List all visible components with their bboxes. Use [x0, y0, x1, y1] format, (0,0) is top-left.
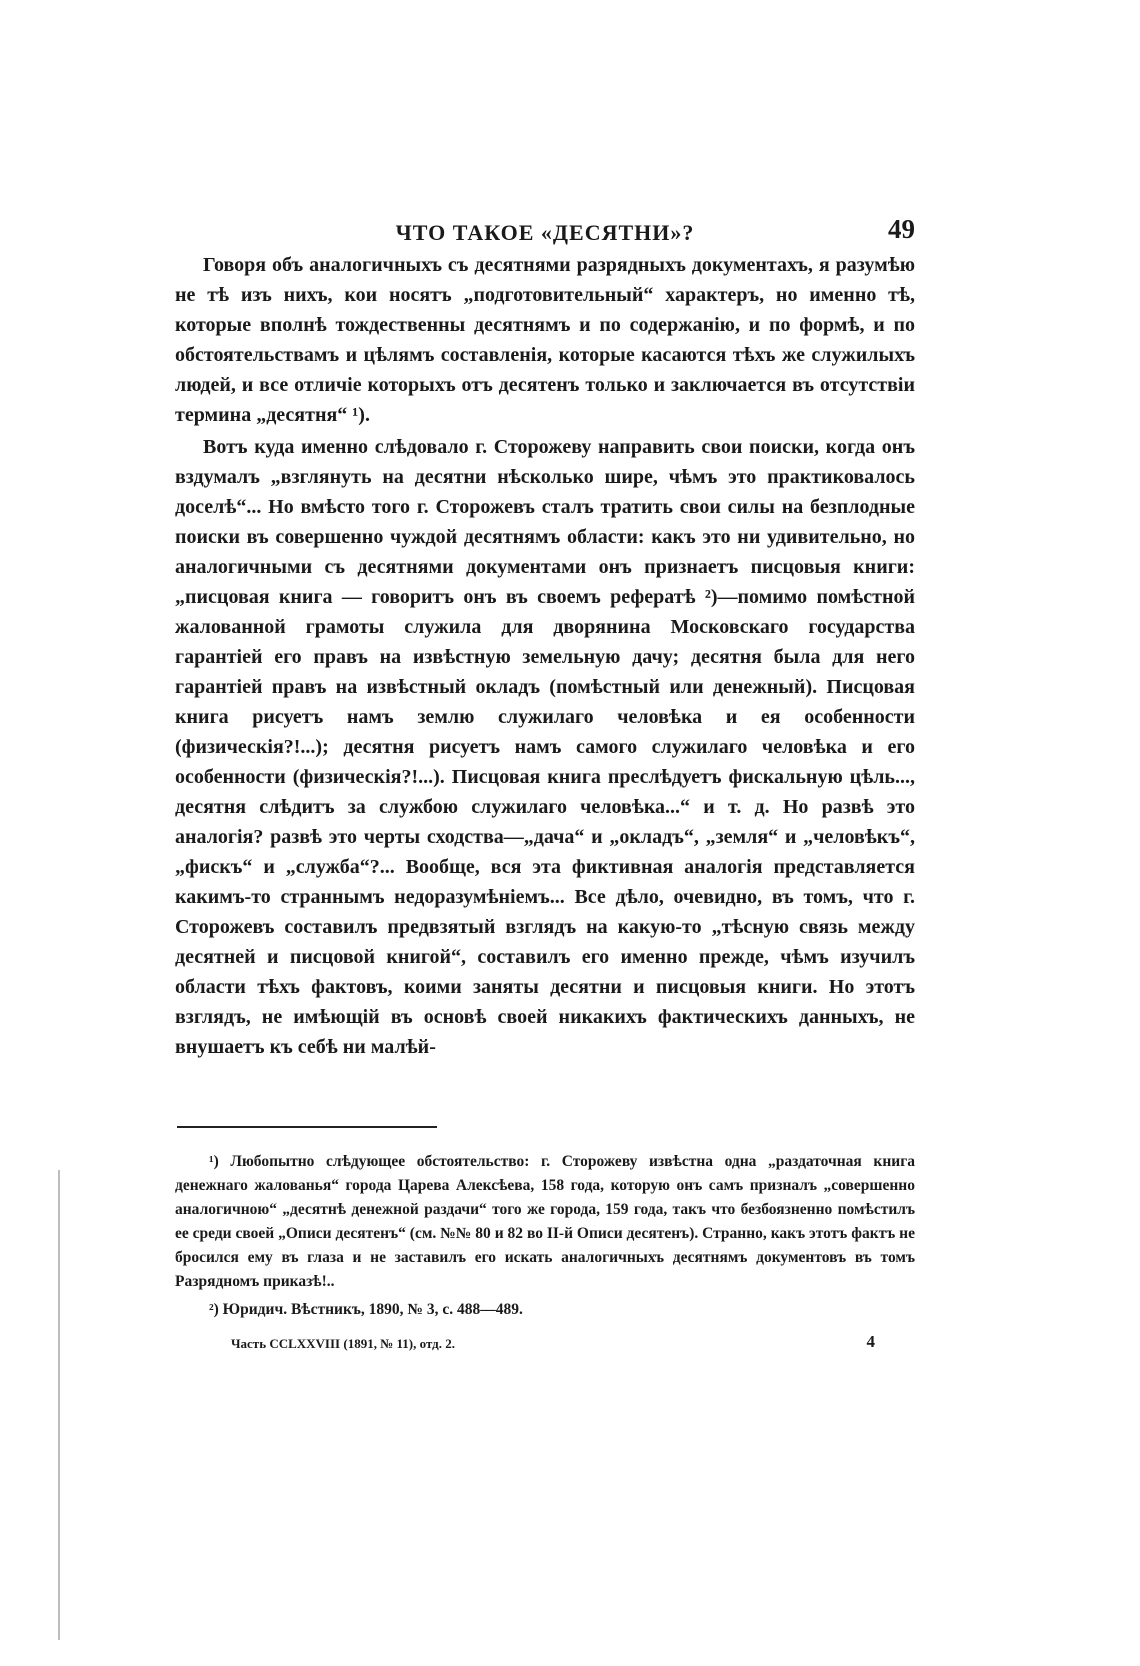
volume-line: Часть CCLXXVIII (1891, № 11), отд. 2. [231, 1336, 455, 1351]
main-text [175, 250, 915, 1062]
paragraph: Вотъ куда именно слѣдовало г. Сторожеву направить свои поиски, когда онъ вздумалъ „взглянуть на десятни нѣсколько шире, чѣмъ это практиковалось доселѣ“... Но вмѣсто того г. Сторожевъ сталъ тратить свои силы на безплодные поиски въ совершенно чуждой десятнямъ области: какъ это ни удивительно, но аналогичными съ десятнями документами онъ признаетъ писцовыя книги: „писцовая книга — говоритъ онъ въ своемъ рефератѣ ²)—помимо помѣстной жалованной грамоты служила для дворянина Московскаго государства гарантіей его правъ на извѣстную земельную дачу; десятня была для него гарантіей правъ на извѣстный окладъ (помѣстный или денежный). Писцовая книга рисуетъ намъ землю служилаго человѣка и ея особенности (физическія?!...); десятня рисуетъ намъ самого служилаго человѣка и его особенности (физическія?!...). Писцовая книга преслѣдуетъ фискальную цѣль..., десятня слѣдитъ за службою служилаго человѣка...“ и т. д. Но развѣ это аналогія? развѣ это черты сходства—„дача“ и „окладъ“, „земля“ и „человѣкъ“, „фискъ“ и „служба“?... Вообще, вся эта фиктивная аналогія представляется какимъ-то страннымъ недоразумѣніемъ... Все дѣло, очевидно, въ томъ, что г. Сторожевъ составилъ предвзятый взглядъ на какую-то „тѣсную связь между десятней и писцовой книгой“, составилъ его именно прежде, чѣмъ изучилъ области тѣхъ фактовъ, коими заняты десятни и писцовыя книги. Но этотъ взглядъ, не имѣющій въ основѣ своей никакихъ фактическихъ данныхъ, не внушаетъ къ себѣ ни малѣй- [175, 436, 915, 1058]
sheet-number: 4 [866, 1332, 875, 1351]
footnotes [175, 1150, 915, 1322]
page-number: 49 [888, 214, 915, 244]
paragraph: Говоря объ аналогичныхъ съ десятнями разрядныхъ документахъ, я разумѣю не тѣ изъ нихъ, кои носятъ „подготовительный“ характеръ, но именно тѣ, которые вполнѣ тождественны десятнямъ и по содержанію, и по формѣ, и по обстоятельствамъ и цѣлямъ составленія, которые касаются тѣхъ же служилыхъ людей, и все отличіе которыхъ отъ десятенъ только и заключается въ отсутствіи термина „десятня“ ¹). [175, 254, 915, 426]
running-header [175, 210, 915, 250]
scan-edge-line [58, 1170, 60, 1640]
footnote: ²) Юридич. Вѣстникъ, 1890, № 3, с. 488—489. [209, 1301, 523, 1318]
printer-signature [175, 1332, 915, 1356]
footnote: ¹) Любопытно слѣдующее обстоятельство: г. Сторожеву извѣстна одна „раздаточная книга денежнаго жалованья“ города Царева Алексѣева, 158 года, которую онъ самъ призналъ „совершенно аналогичною“ „десятнѣ денежной раздачи“ того же города, 159 года, такъ что безбоязненно помѣстилъ ее среди своей „Описи десятенъ“ (см. №№ 80 и 82 во II-й Описи десятенъ). Странно, какъ этотъ фактъ не бросился ему въ глаза и не заставилъ его искать аналогичныхъ десятнямъ документовъ въ томъ Разрядномъ приказѣ!.. [175, 1153, 915, 1290]
book-page [175, 210, 915, 1356]
footnote-rule [177, 1126, 437, 1128]
running-title: ЧТО ТАКОЕ «ДЕСЯТНИ»? [395, 220, 695, 245]
